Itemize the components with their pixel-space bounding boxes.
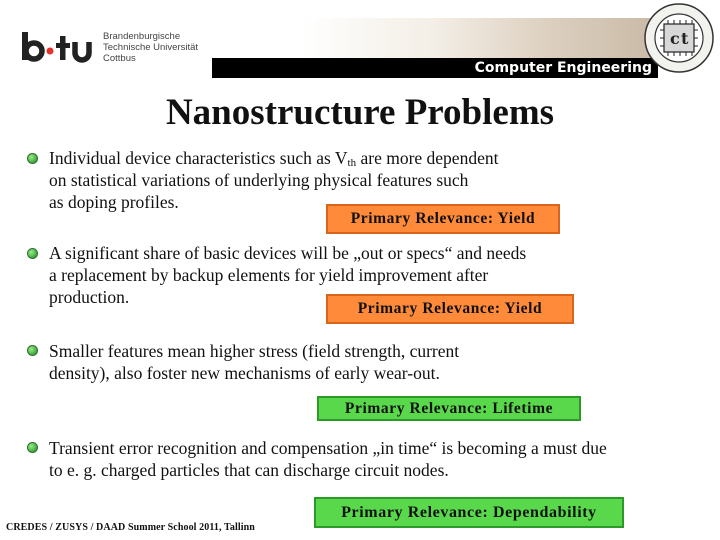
footer-text: CREDES / ZUSYS / DAAD Summer School 2011, Tallinn	[6, 522, 255, 533]
computer-engineering-emblem	[634, 0, 720, 78]
bullet-3-line-2: density), also foster new mechanisms of early wear-out.	[49, 363, 440, 383]
bullet-2-line-1: A significant share of basic devices will be „out or specs“ and needs	[49, 243, 527, 263]
svg-text:t: t	[681, 29, 689, 48]
relevance-badge-yield-1: Primary Relevance: Yield	[326, 204, 560, 234]
university-line-2: Technische Universität	[103, 42, 199, 53]
relevance-badge-lifetime: Primary Relevance: Lifetime	[317, 396, 581, 421]
university-line-1: Brandenburgische	[103, 31, 181, 42]
bullet-1-line-3: as doping profiles.	[49, 192, 179, 212]
bullet-4-line-2: to e. g. charged particles that can discharge circuit nodes.	[49, 460, 449, 480]
svg-text:c: c	[670, 29, 680, 48]
bullet-2-line-3: production.	[49, 287, 130, 307]
bullet-2-line-2: a replacement by backup elements for yield improvement after	[49, 265, 489, 285]
bullet-icon	[27, 442, 38, 453]
slide-title: Nanostructure Problems	[165, 92, 555, 133]
bullet-3-line-1: Smaller features mean higher stress (field strength, current	[49, 341, 460, 361]
relevance-badge-dependability: Primary Relevance: Dependability	[314, 497, 624, 528]
bullet-1-line-1: Individual device characteristics such as $V_{th}$ are more dependent	[49, 148, 499, 169]
bullet-icon	[27, 345, 38, 356]
department-label: Computer Engineering	[474, 60, 652, 76]
bullet-4-line-1: Transient error recognition and compensation „in time“ is becoming a must due	[49, 438, 607, 458]
university-name	[103, 31, 198, 64]
vth-subscript: th	[347, 157, 357, 169]
bullet-1-line-2: on statistical variations of underlying physical features such	[49, 170, 469, 190]
bullet-icon	[27, 248, 38, 259]
bullet-4-text	[49, 437, 607, 481]
bullet-3-text	[49, 340, 459, 384]
btu-logo	[20, 30, 98, 64]
relevance-badge-yield-2: Primary Relevance: Yield	[326, 294, 574, 324]
university-line-3: Cottbus	[103, 53, 136, 64]
department-bar	[212, 58, 658, 78]
bullet-icon	[27, 153, 38, 164]
